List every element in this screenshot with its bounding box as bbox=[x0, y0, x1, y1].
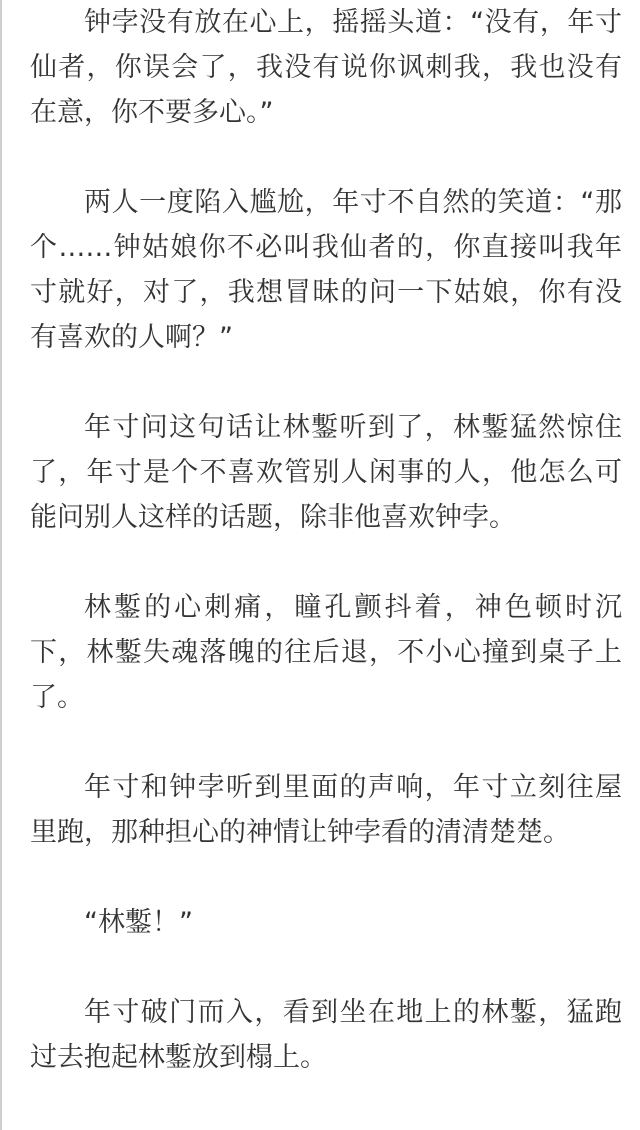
paragraph: 两人一度陷入尴尬，年寸不自然的笑道：“那个……钟姑娘你不必叫我仙者的，你直接叫我年寸就好，对了，我想冒昧的问一下姑娘，你有没有喜欢的人啊？” bbox=[30, 187, 622, 353]
paragraph: 林鏨的心刺痛，瞳孔颤抖着，神色顿时沉下，林鏨失魂落魄的往后退，不小心撞到桌子上了。 bbox=[30, 592, 622, 713]
paragraph: 钟孛没有放在心上，摇摇头道：“没有，年寸仙者，你误会了，我没有说你讽刺我，我也没有在意，你不要多心。” bbox=[30, 7, 622, 128]
paragraph: 年寸破门而入，看到坐在地上的林鏨，猛跑过去抱起林鏨放到榻上。 bbox=[30, 997, 622, 1073]
paragraph: 年寸问这句话让林鏨听到了，林鏨猛然惊住了，年寸是个不喜欢管别人闲事的人，他怎么可能问别人这样的话题，除非他喜欢钟孛。 bbox=[30, 412, 622, 533]
paragraph: 年寸和钟孛听到里面的声响，年寸立刻往屋里跑，那种担心的神情让钟孛看的清清楚楚。 bbox=[30, 772, 622, 848]
article-body bbox=[30, 0, 622, 1080]
paragraph: “林鏨！” bbox=[84, 907, 193, 938]
